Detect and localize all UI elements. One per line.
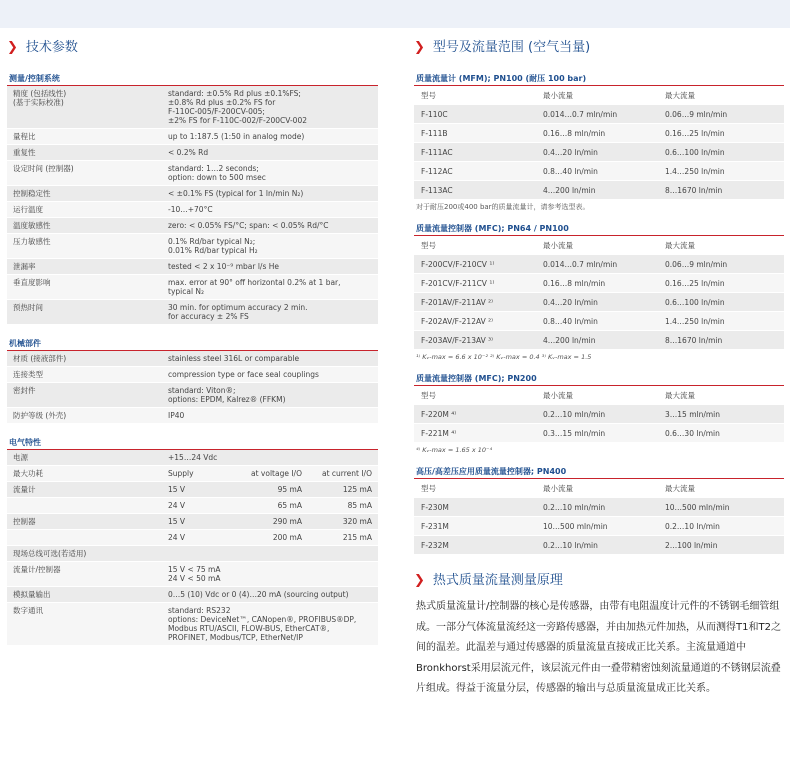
models-heading bbox=[414, 38, 784, 58]
spec-key: 防护等级 (外壳) bbox=[13, 411, 67, 420]
model-cell: F-111AC bbox=[421, 148, 453, 157]
table-row bbox=[414, 105, 784, 124]
table-row bbox=[7, 383, 378, 408]
measurement-table bbox=[7, 86, 378, 325]
spec-value: 0…5 (10) Vdc or 0 (4)…20 mA (sourcing output) bbox=[168, 590, 349, 599]
table-row bbox=[7, 450, 378, 466]
mfc-table bbox=[414, 236, 784, 350]
model-cell: F-201AV/F-211AV ²⁾ bbox=[421, 298, 493, 307]
pn400-table bbox=[414, 479, 784, 555]
mfm-table-title: 质量流量计 (MFM); PN100 (耐压 100 bar) bbox=[414, 72, 784, 86]
min-flow-cell: 0.2…10 ln/min bbox=[543, 541, 598, 550]
min-flow-cell: 0.16…8 mln/min bbox=[543, 279, 606, 288]
power-col-header: Supply bbox=[168, 469, 194, 478]
col-header: 型号 bbox=[421, 391, 436, 400]
mfm-table bbox=[414, 86, 784, 200]
table-row bbox=[7, 466, 378, 482]
spec-value bbox=[162, 546, 378, 561]
min-flow-cell: 0.3…15 mln/min bbox=[543, 429, 606, 438]
table-row bbox=[414, 498, 784, 517]
chevron-right-icon: ❯ bbox=[414, 40, 425, 55]
power-col-header: at voltage I/O bbox=[251, 469, 302, 478]
spec-value: < ±0.1% FS (typical for 1 ln/min N₂) bbox=[168, 189, 304, 198]
models-title: 型号及流量范围 (空气当量) bbox=[432, 40, 591, 55]
chevron-right-icon: ❯ bbox=[414, 573, 425, 588]
spec-key bbox=[7, 498, 162, 513]
table-row bbox=[7, 408, 378, 424]
power-cell: 95 mA bbox=[277, 485, 302, 494]
table-row bbox=[414, 331, 784, 350]
spec-key bbox=[7, 530, 162, 545]
min-flow-cell: 0.014…0.7 mln/min bbox=[543, 110, 618, 119]
min-flow-cell: 4…200 ln/min bbox=[543, 336, 596, 345]
col-header: 最大流量 bbox=[665, 391, 695, 400]
max-flow-cell: 0.6…100 ln/min bbox=[665, 148, 725, 157]
table-row bbox=[7, 530, 378, 546]
col-header: 最大流量 bbox=[665, 484, 695, 493]
mechanical-table bbox=[7, 351, 378, 424]
chevron-right-icon: ❯ bbox=[7, 40, 18, 55]
table-row bbox=[7, 587, 378, 603]
max-flow-cell: 8…1670 ln/min bbox=[665, 336, 723, 345]
max-flow-cell: 0.06…9 mln/min bbox=[665, 110, 728, 119]
table-row bbox=[7, 514, 378, 530]
spec-value: < 0.2% Rd bbox=[168, 148, 209, 157]
specs-heading bbox=[7, 38, 378, 58]
table-header bbox=[414, 386, 784, 405]
model-cell: F-230M bbox=[421, 503, 449, 512]
spec-value: -10…+70°C bbox=[168, 205, 213, 214]
col-header: 最小流量 bbox=[543, 484, 573, 493]
mfc-pn200-table-title: 质量流量控制器 (MFC); PN200 bbox=[414, 372, 784, 386]
spec-key: 设定时间 (控制器) bbox=[13, 164, 74, 173]
table-row bbox=[414, 293, 784, 312]
spec-key: 预热时间 bbox=[13, 303, 43, 312]
col-header: 最小流量 bbox=[543, 91, 573, 100]
table-row bbox=[7, 161, 378, 186]
power-cell: 320 mA bbox=[342, 517, 372, 526]
model-cell: F-200CV/F-210CV ¹⁾ bbox=[421, 260, 495, 269]
spec-key: 控制器 bbox=[13, 517, 36, 526]
table-note: ¹⁾ Kᵥ-max = 6.6 x 10⁻² ²⁾ Kᵥ-max = 0.4 ³⁾ Kᵥ-max = 1.5 bbox=[416, 353, 592, 361]
table-row bbox=[7, 546, 378, 562]
col-header: 型号 bbox=[421, 91, 436, 100]
model-cell: F-113AC bbox=[421, 186, 453, 195]
spec-key: 运行温度 bbox=[13, 205, 43, 214]
spec-value: IP40 bbox=[168, 411, 185, 420]
table-row bbox=[7, 300, 378, 325]
min-flow-cell: 0.4…20 ln/min bbox=[543, 148, 598, 157]
table-row bbox=[7, 145, 378, 161]
model-cell: F-203AV/F-213AV ³⁾ bbox=[421, 336, 493, 345]
spec-value: up to 1:187.5 (1:50 in analog mode) bbox=[168, 132, 305, 141]
spec-value: 30 min. for optimum accuracy 2 min. for accuracy ± 2% FS bbox=[168, 303, 308, 321]
table-note: ⁴⁾ Kᵥ-max = 1.65 x 10⁻⁴ bbox=[416, 446, 493, 454]
table-note: 对于耐压200或400 bar的质量流量计，请参考选型表。 bbox=[416, 203, 590, 211]
measurement-section-title: 测量/控制系统 bbox=[7, 72, 378, 86]
spec-value: tested < 2 x 10⁻⁹ mbar l/s He bbox=[168, 262, 279, 271]
col-header: 最小流量 bbox=[543, 391, 573, 400]
min-flow-cell: 0.2…10 mln/min bbox=[543, 503, 606, 512]
table-row bbox=[7, 259, 378, 275]
spec-key: 精度 (包括线性) (基于实际校准) bbox=[13, 89, 67, 107]
power-cell: 15 V bbox=[168, 517, 186, 526]
specs-title: 技术参数 bbox=[25, 40, 78, 55]
principle-paragraph: 热式质量流量计/控制器的核心是传感器，由带有电阻温度计元件的不锈钢毛细管组成。一部分气体流量流经这一旁路传感器，并由加热元件加热，从而测得T1和T2之间的温差。此温差与通过传感器的质量流量直接成正比关系。主流量通道中Bronkhorst采用层流元件，该层流元件由一叠带精密蚀刻流量通道的不锈钢层流叠片组成。得益于流量分层，传感器的输出与总质量流量成正比关系。 bbox=[416, 601, 781, 694]
table-row bbox=[414, 255, 784, 274]
table-row bbox=[414, 312, 784, 331]
table-row bbox=[7, 86, 378, 129]
electrical-table bbox=[7, 450, 378, 646]
table-row bbox=[414, 143, 784, 162]
technical-specs-column bbox=[7, 38, 378, 646]
power-col-header: at current I/O bbox=[321, 469, 372, 478]
spec-key: 垂直度影响 bbox=[13, 278, 51, 287]
spec-value: 15 V < 75 mA 24 V < 50 mA bbox=[168, 565, 221, 583]
spec-key: 泄漏率 bbox=[13, 262, 36, 271]
col-header: 型号 bbox=[421, 241, 436, 250]
power-cell: 65 mA bbox=[277, 501, 302, 510]
spec-key: 数字通讯 bbox=[13, 606, 43, 615]
power-cell: 15 V bbox=[168, 485, 186, 494]
spec-key: 材质 (接液部件) bbox=[13, 354, 67, 363]
principle-title: 热式质量流量测量原理 bbox=[432, 573, 563, 588]
max-flow-cell: 0.2…10 ln/min bbox=[665, 522, 720, 531]
mfc-table-title: 质量流量控制器 (MFC); PN64 / PN100 bbox=[414, 222, 784, 236]
table-row bbox=[414, 124, 784, 143]
min-flow-cell: 4…200 ln/min bbox=[543, 186, 596, 195]
table-header bbox=[414, 236, 784, 255]
min-flow-cell: 0.4…20 ln/min bbox=[543, 298, 598, 307]
table-row bbox=[414, 424, 784, 443]
table-row bbox=[414, 405, 784, 424]
spec-key: 最大功耗 bbox=[13, 469, 43, 478]
max-flow-cell: 0.6…30 ln/min bbox=[665, 429, 720, 438]
pn400-table-title: 高压/高差压应用质量流量控制器; PN400 bbox=[414, 465, 784, 479]
spec-key: 压力敏感性 bbox=[13, 237, 51, 246]
spec-key: 流量计 bbox=[13, 485, 36, 494]
table-row bbox=[414, 274, 784, 293]
max-flow-cell: 0.06…9 mln/min bbox=[665, 260, 728, 269]
power-cell: 85 mA bbox=[347, 501, 372, 510]
spec-value: standard: RS232 options: DeviceNet™, CANopen®, PROFIBUS®DP, Modbus RTU/ASCII, FLOW-BUS, EtherCAT®, PROFINET, Modbus/TCP, EtherNet/IP bbox=[168, 606, 357, 642]
spec-key: 现场总线可选(若适用) bbox=[13, 549, 87, 558]
spec-key: 密封件 bbox=[13, 386, 36, 395]
max-flow-cell: 8…1670 ln/min bbox=[665, 186, 723, 195]
table-row bbox=[7, 351, 378, 367]
min-flow-cell: 0.16…8 mln/min bbox=[543, 129, 606, 138]
spec-value: +15…24 Vdc bbox=[168, 453, 218, 462]
power-cell: 125 mA bbox=[342, 485, 372, 494]
table-row bbox=[7, 186, 378, 202]
spec-key: 温度敏感性 bbox=[13, 221, 51, 230]
power-cell: 215 mA bbox=[342, 533, 372, 542]
table-row bbox=[414, 536, 784, 555]
principle-heading bbox=[414, 571, 784, 591]
spec-key: 流量计/控制器 bbox=[13, 565, 61, 574]
min-flow-cell: 10…500 mln/min bbox=[543, 522, 608, 531]
spec-key: 模拟量输出 bbox=[13, 590, 51, 599]
spec-value: stainless steel 316L or comparable bbox=[168, 354, 300, 363]
model-cell: F-202AV/F-212AV ²⁾ bbox=[421, 317, 493, 326]
spec-key: 重复性 bbox=[13, 148, 36, 157]
col-header: 最大流量 bbox=[665, 91, 695, 100]
col-header: 最大流量 bbox=[665, 241, 695, 250]
top-band bbox=[0, 0, 790, 28]
table-row bbox=[7, 367, 378, 383]
power-cell: 200 mA bbox=[272, 533, 302, 542]
spec-value: standard: 1…2 seconds; option: down to 500 msec bbox=[168, 164, 266, 182]
model-cell: F-111B bbox=[421, 129, 448, 138]
power-cell: 24 V bbox=[168, 501, 186, 510]
power-cell: 290 mA bbox=[272, 517, 302, 526]
spec-value: 0.1% Rd/bar typical N₂; 0.01% Rd/bar typical H₂ bbox=[168, 237, 258, 255]
spec-key: 连接类型 bbox=[13, 370, 43, 379]
max-flow-cell: 0.6…100 ln/min bbox=[665, 298, 725, 307]
min-flow-cell: 0.8…40 ln/min bbox=[543, 167, 598, 176]
table-row bbox=[7, 498, 378, 514]
spec-value: standard: ±0.5% Rd plus ±0.1%FS; ±0.8% Rd plus ±0.2% FS for F-110C-005/F-200CV-005; ±2% FS for F-110C-002/F-200CV-002 bbox=[168, 89, 307, 125]
model-cell: F-201CV/F-211CV ¹⁾ bbox=[421, 279, 495, 288]
min-flow-cell: 0.014…0.7 mln/min bbox=[543, 260, 618, 269]
table-row bbox=[7, 218, 378, 234]
model-cell: F-112AC bbox=[421, 167, 453, 176]
max-flow-cell: 3…15 mln/min bbox=[665, 410, 721, 419]
max-flow-cell: 10…500 mln/min bbox=[665, 503, 730, 512]
mechanical-section-title: 机械部件 bbox=[7, 337, 378, 351]
model-cell: F-221M ⁴⁾ bbox=[421, 429, 457, 438]
col-header: 型号 bbox=[421, 484, 436, 493]
spec-value: zero: < 0.05% FS/°C; span: < 0.05% Rd/°C bbox=[168, 221, 329, 230]
model-cell: F-110C bbox=[421, 110, 448, 119]
table-header bbox=[414, 86, 784, 105]
model-cell: F-220M ⁴⁾ bbox=[421, 410, 457, 419]
model-cell: F-232M bbox=[421, 541, 449, 550]
table-header bbox=[414, 479, 784, 498]
max-flow-cell: 1.4…250 ln/min bbox=[665, 167, 725, 176]
spec-key: 量程比 bbox=[13, 132, 36, 141]
table-row bbox=[7, 482, 378, 498]
spec-value: compression type or face seal couplings bbox=[168, 370, 319, 379]
power-cell: 24 V bbox=[168, 533, 186, 542]
model-cell: F-231M bbox=[421, 522, 449, 531]
max-flow-cell: 2…100 ln/min bbox=[665, 541, 718, 550]
spec-value: max. error at 90° off horizontal 0.2% at 1 bar, typical N₂ bbox=[168, 278, 341, 296]
electrical-section-title: 电气特性 bbox=[7, 436, 378, 450]
col-header: 最小流量 bbox=[543, 241, 573, 250]
table-row bbox=[7, 275, 378, 300]
min-flow-cell: 0.2…10 mln/min bbox=[543, 410, 606, 419]
table-row bbox=[7, 562, 378, 587]
mfc-pn200-table bbox=[414, 386, 784, 443]
spec-value: standard: Viton®; options: EPDM, Kalrez® (FFKM) bbox=[168, 386, 286, 404]
spec-key: 电源 bbox=[13, 453, 28, 462]
max-flow-cell: 0.16…25 ln/min bbox=[665, 129, 725, 138]
max-flow-cell: 1.4…250 ln/min bbox=[665, 317, 725, 326]
min-flow-cell: 0.8…40 ln/min bbox=[543, 317, 598, 326]
table-row bbox=[7, 603, 378, 646]
table-row bbox=[414, 181, 784, 200]
table-row bbox=[7, 129, 378, 145]
spec-key: 控制稳定性 bbox=[13, 189, 51, 198]
table-row bbox=[414, 517, 784, 536]
models-column bbox=[414, 38, 784, 700]
table-row bbox=[7, 202, 378, 218]
table-row bbox=[7, 234, 378, 259]
max-flow-cell: 0.16…25 ln/min bbox=[665, 279, 725, 288]
table-row bbox=[414, 162, 784, 181]
